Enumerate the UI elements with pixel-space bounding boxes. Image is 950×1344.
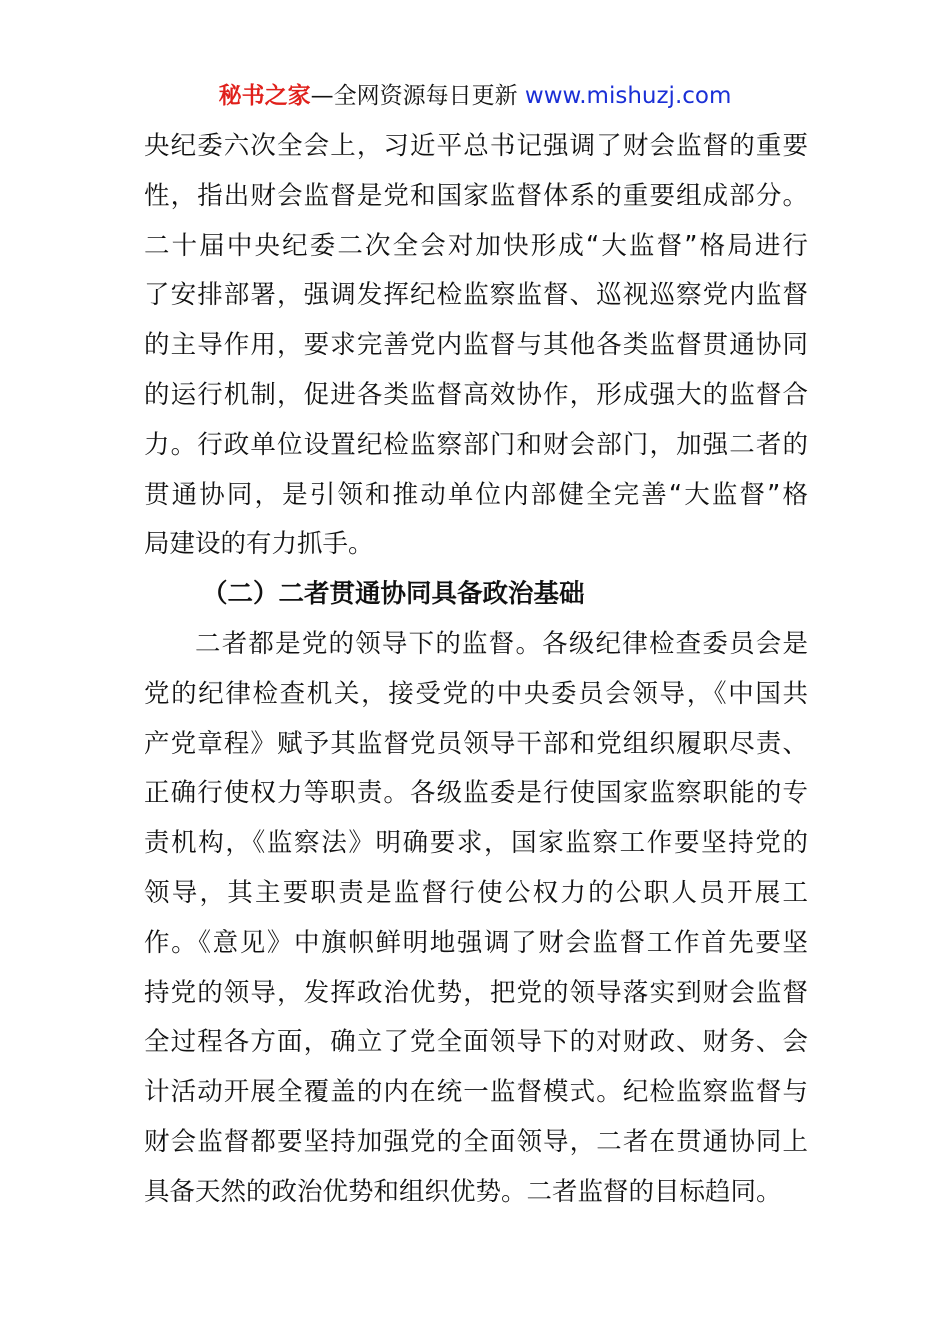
text-line: 局建设的有力抓手。 [144, 529, 374, 560]
text-line: 全过程各方面，确立了党全面领导下的对财政、财务、会 [144, 1027, 808, 1058]
text-line: 领导，其主要职责是监督行使公权力的公职人员开展工 [144, 877, 808, 908]
text-line: 责机构，《监察法》明确要求，国家监察工作要坚持党的 [144, 828, 808, 859]
text-line: 的运行机制，促进各类监督高效协作，形成强大的监督合 [144, 379, 808, 410]
text-line: 了安排部署，强调发挥纪检监察监督、巡视巡察党内监督 [144, 280, 808, 311]
site-tagline: —全网资源每日更新 [310, 83, 518, 109]
text-line: 二十届中央纪委二次全会对加快形成“大监督”格局进行 [144, 230, 808, 261]
text-line: 党的纪律检查机关，接受党的中央委员会领导，《中国共 [144, 678, 808, 709]
text-line: 央纪委六次全会上，习近平总书记强调了财会监督的重要 [144, 131, 808, 161]
text-line: 力。行政单位设置纪检监察部门和财会部门，加强二者的 [144, 429, 808, 460]
text-line: 正确行使权力等职责。各级监委是行使国家监察职能的专 [144, 778, 808, 809]
text-line: 具备天然的政治优势和组织优势。二者监督的目标趋同。 [144, 1176, 782, 1207]
text-line: 计活动开展全覆盖的内在统一监督模式。纪检监察监督与 [144, 1077, 808, 1108]
text-line: 的主导作用，要求完善党内监督与其他各类监督贯通协同 [144, 330, 808, 361]
text-line: 作。《意见》中旗帜鲜明地强调了财会监督工作首先要坚 [144, 927, 808, 958]
site-header [0, 80, 950, 112]
brand-name: 秘书之家 [218, 83, 311, 109]
section-heading: （二）二者贯通协同具备政治基础 [202, 579, 585, 610]
text-line: 贯通协同，是引领和推动单位内部健全完善“大监督”格 [144, 479, 808, 510]
text-line: 财会监督都要坚持加强党的全面领导，二者在贯通协同上 [144, 1126, 808, 1157]
text-line: 产党章程》赋予其监督党员领导干部和党组织履职尽责、 [144, 728, 808, 759]
site-url-link[interactable]: www.mishuzj.com [524, 83, 732, 109]
document-body [144, 122, 808, 1218]
text-line: 持党的领导，发挥政治优势，把党的领导落实到财会监督 [144, 977, 808, 1008]
text-line: 性，指出财会监督是党和国家监督体系的重要组成部分。 [144, 180, 808, 211]
text-line: 二者都是党的领导下的监督。各级纪律检查委员会是 [195, 628, 808, 659]
